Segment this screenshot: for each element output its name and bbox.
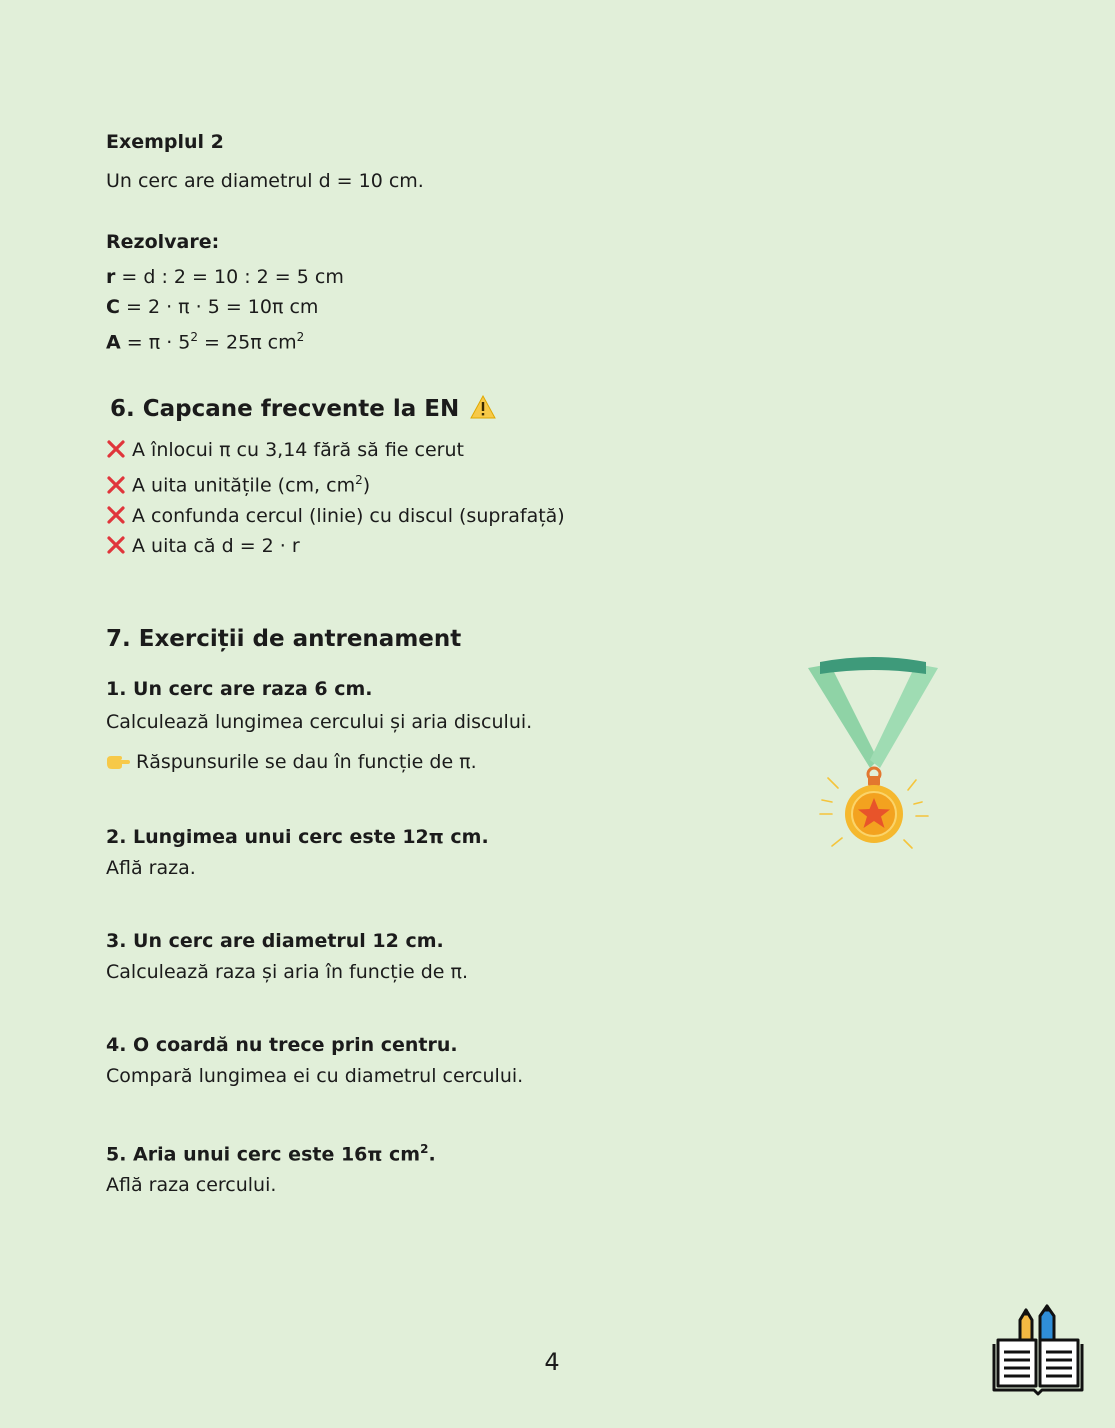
exercise-note: Răspunsurile se dau în funcție de π. xyxy=(106,747,786,779)
open-book-icon xyxy=(990,1300,1086,1400)
trap-item: A înlocui π cu 3,14 fără să fie cerut xyxy=(106,435,786,465)
exercise-3 xyxy=(106,927,786,987)
exercise-2 xyxy=(106,823,786,883)
exercise-title: 1. Un cerc are raza 6 cm. xyxy=(106,677,373,700)
exercise-title: 4. O coardă nu trece prin centru. xyxy=(106,1033,458,1056)
medal-icon xyxy=(800,650,950,864)
exercise-text: Calculează raza și aria în funcție de π. xyxy=(106,960,468,983)
exercise-5 xyxy=(106,1135,786,1200)
traps-title: 6. Capcane frecvente la EN xyxy=(110,396,460,423)
exercise-title: 2. Lungimea unui cerc este 12π cm. xyxy=(106,825,489,848)
cross-mark-icon xyxy=(106,535,126,555)
example-title: Exemplul 2 xyxy=(106,131,224,153)
warning-icon xyxy=(470,395,496,423)
solution-line-r: r = d : 2 = 10 : 2 = 5 cm xyxy=(106,266,344,288)
cross-mark-icon xyxy=(106,439,126,459)
exercise-text: Compară lungimea ei cu diametrul cercului. xyxy=(106,1064,524,1087)
page-number: 4 xyxy=(544,1348,560,1376)
trap-item: A uita că d = 2 · r xyxy=(106,531,786,561)
cross-mark-icon xyxy=(106,505,126,525)
exercise-text: Calculează lungimea cercului și aria discului. xyxy=(106,710,533,733)
traps-list xyxy=(106,435,786,560)
trap-item: A confunda cercul (linie) cu discul (suprafață) xyxy=(106,501,786,531)
exercise-1 xyxy=(106,675,786,779)
solution-line-c: C = 2 · π · 5 = 10π cm xyxy=(106,296,319,318)
cross-mark-icon xyxy=(106,475,126,495)
exercises-title: 7. Exerciții de antrenament xyxy=(106,625,462,652)
solution-lines xyxy=(106,262,786,357)
traps-heading xyxy=(110,393,786,425)
example-statement: Un cerc are diametrul d = 10 cm. xyxy=(106,170,424,192)
content xyxy=(106,128,786,1200)
exercise-4 xyxy=(106,1031,786,1091)
exercise-text: Află raza cercului. xyxy=(106,1173,277,1196)
exercise-text: Află raza. xyxy=(106,856,196,879)
exercise-title: 3. Un cerc are diametrul 12 cm. xyxy=(106,929,444,952)
trap-item: A uita unitățile (cm, $cm^2$) xyxy=(106,465,786,500)
solution-line-a: $A = \pi \cdot 5^2 = 25\pi$ $cm^2$ xyxy=(106,330,305,354)
solution-label: Rezolvare: xyxy=(106,231,220,253)
exercise-title: 5. Aria unui cerc este 16π $cm^2$. xyxy=(106,1141,436,1165)
pointing-hand-icon xyxy=(106,749,130,779)
